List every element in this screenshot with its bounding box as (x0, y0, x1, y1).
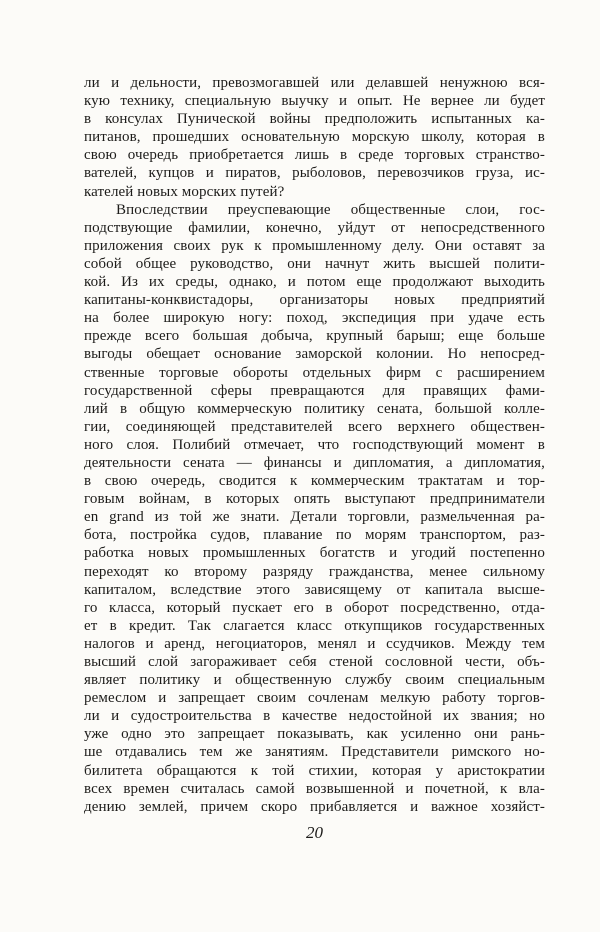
text-line: в свою очередь, сводится к коммерческим трактатам и тор- (84, 473, 545, 490)
text-line: ли и дельности, превозмогавшей или делавшей ненужною вся- (84, 75, 545, 91)
text-line: гии, соединяющей представителей всего верхнего обществен- (84, 418, 545, 435)
text-line: питанов, прошедших основательную морскую школу, которая в (84, 129, 545, 146)
text-line: en grand из той же знати. Детали торговли, размельченная ра- (84, 509, 545, 526)
text-line: кой. Из их среды, однако, и потом еще продолжают выходить (84, 274, 545, 291)
paragraph (84, 201, 545, 816)
text-line: высший слой загораживает себя стеной сословной чести, объ- (84, 654, 545, 670)
text-line: капиталом, вследствие этого зависящему от капитала высше- (84, 581, 545, 598)
text-line: являет политику и общественную службу своим специальным (84, 672, 545, 689)
text-line: ше отдавались тем же занятиям. Представители римского но- (84, 744, 545, 761)
page-number: 20 (306, 823, 323, 842)
text-line: кателей новых морских путей? (84, 183, 285, 200)
text-line: Впоследствии преуспевающие общественные слои, гос- (116, 201, 545, 218)
text-line: выгоды обещает основание заморской колонии. Но непосред- (84, 346, 545, 363)
text-line: капитаны-конквистадоры, организаторы новых предприятий (84, 292, 545, 309)
text-line: работка новых промышленных богатств и угодий постепенно (84, 545, 545, 562)
text-line: ремеслом и запрещает своим сочленам мелкую работу торгов- (84, 690, 545, 707)
text-line: приложения своих рук к промышленному делу. Они оставят за (84, 237, 545, 254)
text-line: го класса, который пускает его в оборот посредственно, отда- (84, 599, 545, 616)
text-line: деятельности сената — финансы и дипломатия, а дипломатия, (84, 454, 545, 471)
text-block (84, 74, 545, 816)
text-line: свою очередь приобретается лишь в среде торговых странство- (84, 147, 545, 164)
text-line: ли и судостроительства в качестве недостойной их звания; но (84, 708, 545, 725)
text-line: кую технику, специальную выучку и опыт. Не вернее ли будет (84, 93, 545, 110)
text-line: билитета обращаются к той стихии, которая у аристократии (84, 762, 545, 779)
text-line: дению землей, причем скоро прибавляется и важное хозяйст- (84, 798, 545, 815)
text-line: государственной сферы превращаются для правящих фами- (84, 382, 545, 399)
text-line: переходят ко второму разряду гражданства, менее сильному (84, 563, 545, 580)
text-line: ственные торговые обороты отдельных фирм с расширением (84, 364, 545, 381)
text-line: прежде всего большая добыча, крупный барыш; еще больше (84, 328, 545, 345)
text-line: бота, постройка судов, плавание по морям транспортом, раз- (84, 527, 545, 544)
text-line: собой общее руководство, они начнут жить высшей полити- (84, 255, 545, 272)
text-line: подствующие фамилии, конечно, уйдут от непосредственного (84, 219, 545, 236)
text-line: ного слоя. Полибий отмечает, что господствующий момент в (84, 436, 545, 453)
text-line: всех времен считалась самой возвышенной и почетной, к вла- (84, 780, 545, 797)
text-line: на более широкую ногу: поход, экспедиция при удаче есть (84, 310, 545, 327)
text-line: говым войнам, в которых опять выступают предприниматели (84, 491, 545, 508)
text-line: лий в общую коммерческую политику сената, большой колле- (84, 400, 545, 417)
text-line: уже одно это запрещает показывать, как усиленно они рань- (84, 726, 545, 743)
paragraph-continuation (84, 74, 545, 201)
text-line: в консулах Пунической войны предположить испытанных ка- (84, 111, 545, 128)
text-line: вателей, купцов и пиратов, рыболовов, перевозчиков груза, ис- (84, 165, 545, 182)
text-line: ет в кредит. Так слагается класс откупщиков государственных (84, 617, 545, 634)
text-line: налогов и аренд, негоциаторов, менял и ссудчиков. Между тем (84, 635, 545, 652)
